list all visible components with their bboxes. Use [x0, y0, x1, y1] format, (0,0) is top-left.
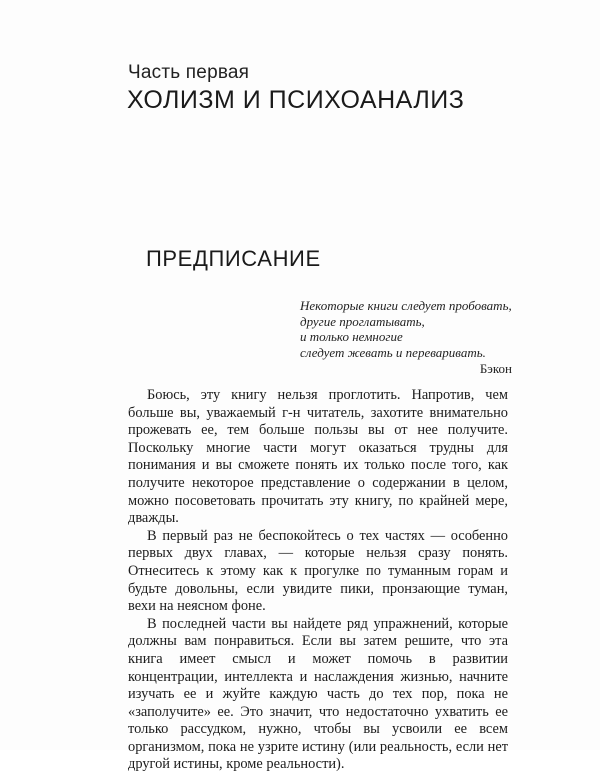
epigraph-line: другие проглатывать, [300, 313, 425, 329]
body-text [128, 387, 508, 774]
paragraph: В первый раз не беспокойтесь о тех частях — особенно первых двух главах, — которые нельзя сразу понять. Отнеситесь к этому как к прогулке по туманным горам и будьте довольны, если увидите пики, пронзающие туман, вехи на неясном фоне. [128, 527, 508, 615]
epigraph-author: Бэкон [479, 361, 512, 376]
epigraph-line: Некоторые книги следует пробовать, [300, 298, 512, 313]
epigraph [300, 298, 515, 360]
part-label: Часть первая [128, 62, 250, 83]
chapter-title: ПРЕДПИСАНИЕ [146, 246, 321, 271]
paragraph: Боюсь, эту книгу нельзя проглотить. Напротив, чем больше вы, уважаемый г-н читатель, захотите внимательно прожевать ее, тем больше пользы вы от нее получите. Поскольку многие части могут оказаться трудны для понимания и вы сможете понять их только после того, как получите некоторое представление о содержании в целом, можно посоветовать прочитать эту книгу, по крайней мере, дважды. [128, 387, 508, 527]
part-title: ХОЛИЗМ И ПСИХОАНАЛИЗ [127, 86, 465, 114]
paragraph: В последней части вы найдете ряд упражнений, которые должны вам понравиться. Если вы затем решите, что эта книга имеет смысл и может помочь в развитии концентрации, интеллекта и наслаждения жизнью, начните изучать ее и жуйте каждую часть до тех пор, пока не «заполучите» ее. Это значит, что недостаточно ухватить ее только рассудком, нужно, чтобы вы усвоили ее всем организмом, пока не узрите истину (или реальность, если нет другой истины, кроме реальности). [128, 615, 508, 773]
epigraph-line: следует жевать и переваривать. [300, 344, 486, 360]
epigraph-line: и только немногие [300, 329, 403, 344]
